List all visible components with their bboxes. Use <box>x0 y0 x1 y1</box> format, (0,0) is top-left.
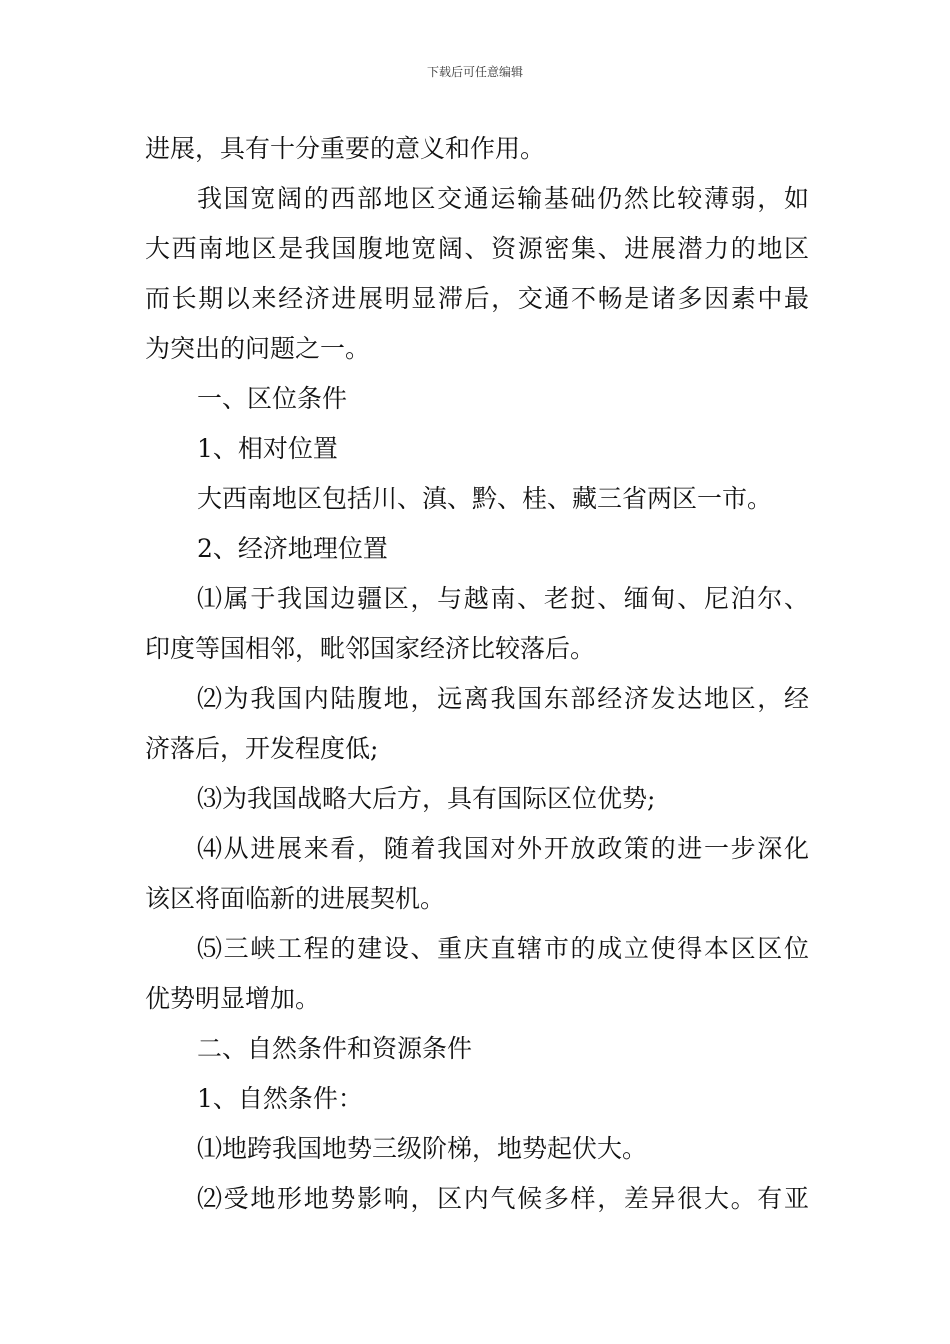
text-line: 进展，具有十分重要的意义和作用。 <box>145 134 546 163</box>
text-line: 该区将面临新的进展契机。 <box>145 884 446 913</box>
section-heading: 一、区位条件 <box>197 384 348 413</box>
text-line: ⑵为我国内陆腹地，远离我国东部经济发达地区，经 <box>197 684 809 713</box>
text-line: ⑴属于我国边疆区，与越南、老挝、缅甸、尼泊尔、 <box>197 584 809 613</box>
subsection-heading: 1、自然条件： <box>197 1084 363 1113</box>
text-line: 济落后，开发程度低; <box>145 734 379 763</box>
text-line: ⑸三峡工程的建设、重庆直辖市的成立使得本区区位 <box>197 934 809 963</box>
text-line: 而长期以来经济进展明显滞后，交通不畅是诸多因素中最 <box>145 284 809 313</box>
text-line: ⑵受地形地势影响，区内气候多样，差异很大。有亚 <box>197 1184 809 1213</box>
subsection-heading: 2、经济地理位置 <box>197 534 388 563</box>
text-line: ⑷从进展来看，随着我国对外开放政策的进一步深化 <box>197 834 809 863</box>
text-line: 优势明显增加。 <box>145 984 321 1013</box>
text-line: 印度等国相邻，毗邻国家经济比较落后。 <box>145 634 596 663</box>
text-line: ⑶为我国战略大后方，具有国际区位优势; <box>197 784 656 813</box>
subsection-heading: 1、相对位置 <box>197 434 338 463</box>
section-heading: 二、自然条件和资源条件 <box>197 1034 473 1063</box>
text-line: 我国宽阔的西部地区交通运输基础仍然比较薄弱，如 <box>197 184 809 213</box>
page-header-note: 下载后可任意编辑 <box>426 65 523 79</box>
text-line: 为突出的问题之一。 <box>145 334 371 363</box>
document-body <box>145 124 809 1224</box>
text-line: 大西南地区包括川、滇、黔、桂、藏三省两区一市。 <box>197 484 773 513</box>
text-line: ⑴地跨我国地势三级阶梯，地势起伏大。 <box>197 1134 648 1163</box>
text-line: 大西南地区是我国腹地宽阔、资源密集、进展潜力的地区 <box>145 234 809 263</box>
